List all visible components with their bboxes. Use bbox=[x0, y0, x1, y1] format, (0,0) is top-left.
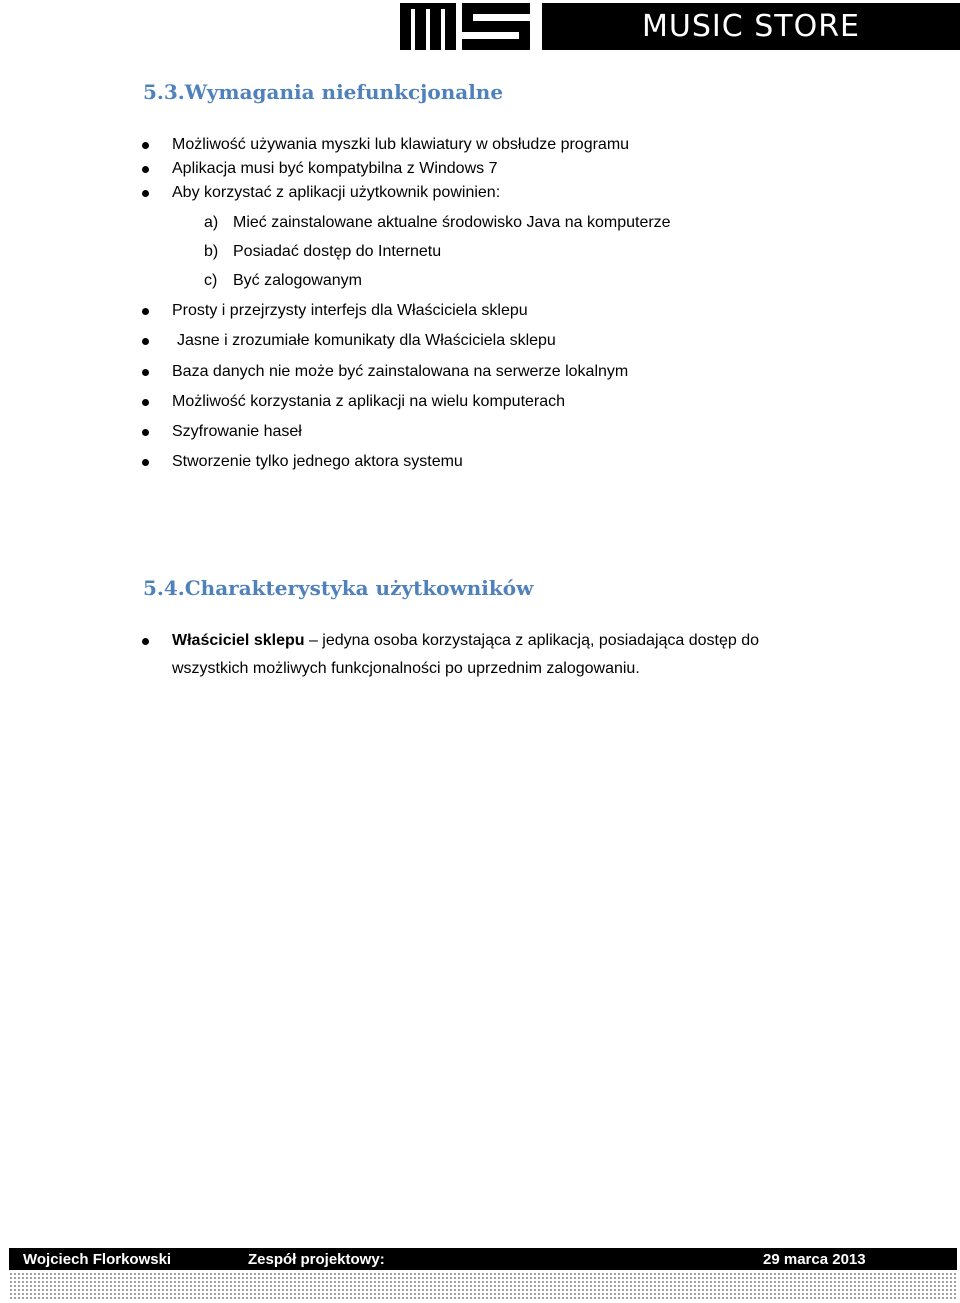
bullet-icon bbox=[142, 142, 149, 149]
brand-name: MUSIC STORE bbox=[542, 3, 960, 50]
subitem-text: Mieć zainstalowane aktualne środowisko Java na komputerze bbox=[233, 214, 671, 231]
section-heading-users bbox=[143, 578, 533, 598]
bullet-icon bbox=[142, 190, 149, 197]
section-title: Charakterystyka użytkowników bbox=[184, 576, 534, 600]
subitem-letter: a) bbox=[204, 214, 219, 231]
footer-pattern bbox=[9, 1272, 957, 1300]
list-item: Aby korzystać z aplikacji użytkownik powinien: bbox=[172, 184, 501, 201]
bullet-icon bbox=[142, 429, 149, 436]
user-description bbox=[172, 627, 832, 683]
section-number: 5.3. bbox=[143, 80, 185, 104]
list-item: Szyfrowanie haseł bbox=[172, 423, 302, 440]
subitem-letter: c) bbox=[204, 272, 218, 289]
bullet-icon bbox=[142, 399, 149, 406]
bullet-icon bbox=[142, 338, 149, 345]
bullet-icon bbox=[142, 308, 149, 315]
section-heading-nonfunctional bbox=[143, 82, 503, 102]
footer-team-label: Zespół projektowy: bbox=[248, 1251, 385, 1268]
page-footer bbox=[9, 1248, 957, 1270]
user-role: Właściciel sklepu bbox=[172, 632, 305, 649]
footer-author: Wojciech Florkowski bbox=[23, 1251, 172, 1268]
subitem-text: Być zalogowanym bbox=[233, 272, 362, 289]
list-item: Aplikacja musi być kompatybilna z Windows 7 bbox=[172, 160, 498, 177]
list-item: Możliwość korzystania z aplikacji na wielu komputerach bbox=[172, 393, 566, 410]
bullet-icon bbox=[142, 166, 149, 173]
bullet-icon bbox=[142, 369, 149, 376]
bullet-icon bbox=[142, 459, 149, 466]
bullet-icon bbox=[142, 638, 149, 645]
subitem-text: Posiadać dostęp do Internetu bbox=[233, 243, 442, 260]
ms-logo-mark-icon bbox=[400, 3, 530, 50]
list-item: Baza danych nie może być zainstalowana na serwerze lokalnym bbox=[172, 363, 629, 380]
music-store-logo bbox=[400, 3, 960, 50]
list-item: Jasne i zrozumiałe komunikaty dla Właściciela sklepu bbox=[177, 332, 556, 349]
section-number: 5.4. bbox=[143, 576, 185, 600]
section-title: Wymagania niefunkcjonalne bbox=[184, 80, 504, 104]
list-item: Stworzenie tylko jednego aktora systemu bbox=[172, 453, 463, 470]
list-item: Prosty i przejrzysty interfejs dla Właściciela sklepu bbox=[172, 302, 528, 319]
list-item: Możliwość używania myszki lub klawiatury w obsłudze programu bbox=[172, 136, 630, 153]
user-role-description: – jedyna osoba korzystająca z aplikacją, posiadająca dostęp do wszystkich możliwych funkcjonalności po uprzednim zalogowaniu. bbox=[172, 632, 760, 677]
subitem-letter: b) bbox=[204, 243, 219, 260]
footer-date: 29 marca 2013 bbox=[763, 1251, 866, 1268]
